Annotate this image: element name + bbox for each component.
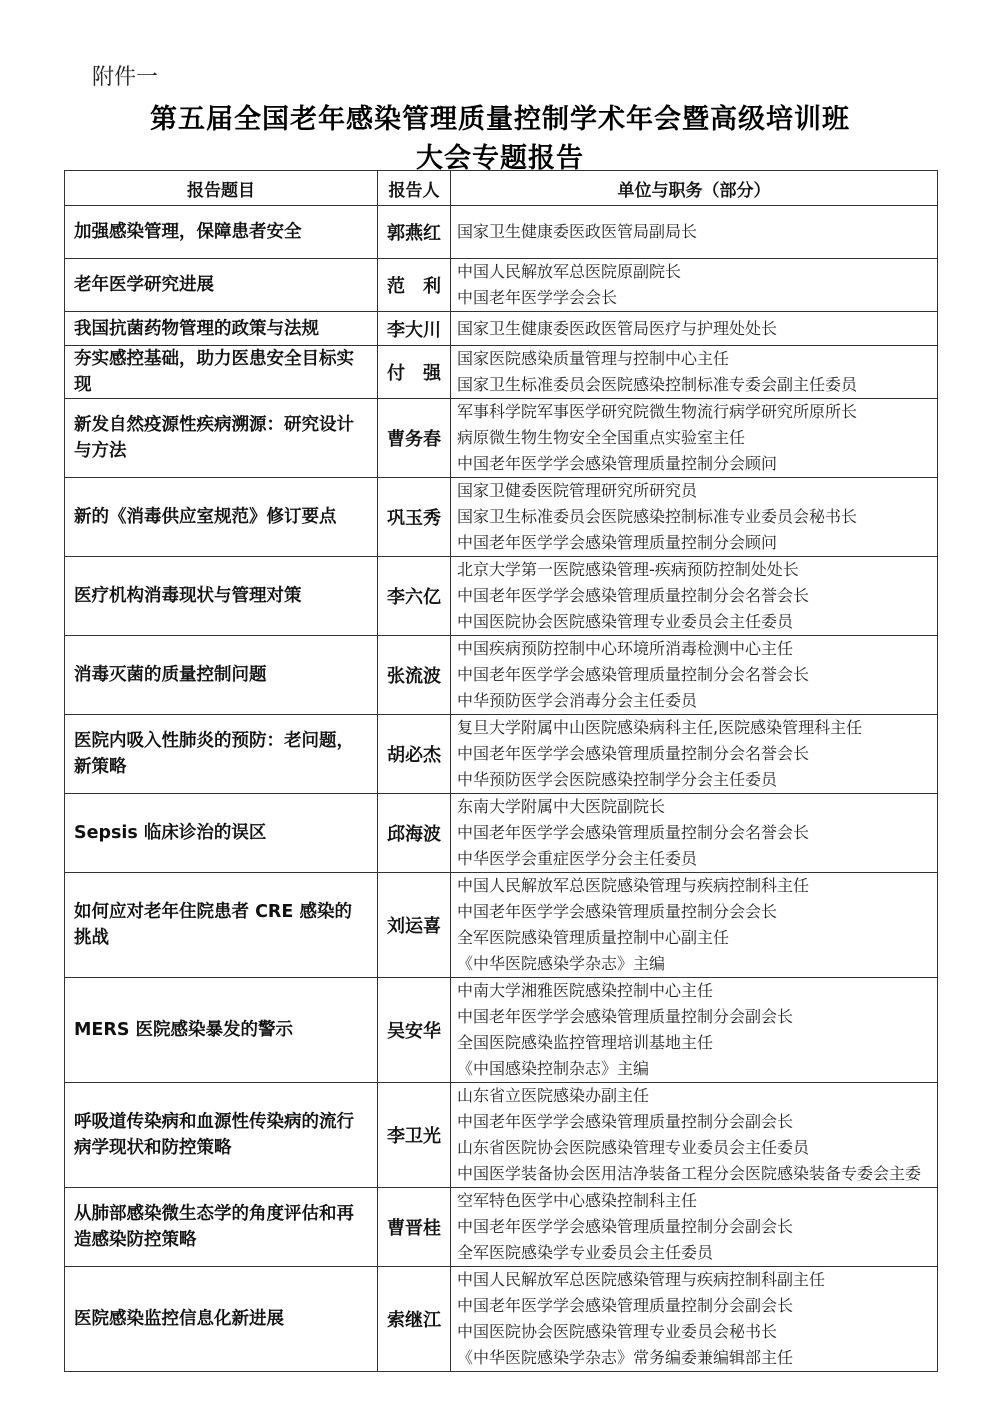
table-row xyxy=(65,1188,938,1267)
report-speaker: 李六亿 xyxy=(378,557,451,636)
report-topic: MERS 医院感染暴发的警示 xyxy=(65,978,378,1083)
affiliation-line: 中华预防医学会医院感染控制学分会主任委员 xyxy=(457,770,778,789)
report-table xyxy=(64,170,938,1372)
affiliation-line: 国家卫生健康委医政医管局医疗与护理处处长 xyxy=(457,318,778,338)
report-affiliation xyxy=(451,557,938,636)
report-topic: 新发自然疫源性疾病溯源：研究设计与方法 xyxy=(65,399,378,478)
table-row xyxy=(65,399,938,478)
report-affiliation xyxy=(451,715,938,794)
report-topic: 医院内吸入性肺炎的预防：老问题，新策略 xyxy=(65,715,378,794)
affiliation-line: 中华医学会重症医学分会主任委员 xyxy=(457,849,698,868)
affiliation-line: 中国人民解放军总医院感染管理与疾病控制科副主任 xyxy=(457,1270,826,1289)
affiliation-line: 空军特色医学中心感染控制科主任 xyxy=(457,1191,698,1210)
report-speaker: 李卫光 xyxy=(378,1083,451,1188)
affiliation-line: 国家卫生健康委医政医管局副局长 xyxy=(457,222,698,241)
report-speaker: 邱海波 xyxy=(378,794,451,873)
report-topic: 新的《消毒供应室规范》修订要点 xyxy=(65,478,378,557)
report-affiliation xyxy=(451,259,938,312)
report-topic: Sepsis 临床诊治的误区 xyxy=(65,794,378,873)
affiliation-line: 中国老年医学学会感染管理质量控制分会顾问 xyxy=(457,454,778,473)
affiliation-line: 中国老年医学学会会长 xyxy=(457,288,618,307)
affiliation-line: 军事科学院军事医学研究院微生物流行病学研究所原所长 xyxy=(457,402,858,421)
affiliation-line: 中国老年医学学会感染管理质量控制分会名誉会长 xyxy=(457,586,810,605)
report-speaker: 索继江 xyxy=(378,1267,451,1372)
report-topic: 加强感染管理，保障患者安全 xyxy=(65,206,378,259)
report-affiliation xyxy=(451,978,938,1083)
affiliation-line: 中国医学装备协会医用洁净装备工程分会医院感染装备专委会主委 xyxy=(457,1164,922,1183)
affiliation-line: 中国老年医学学会感染管理质量控制分会副会长 xyxy=(457,1296,794,1315)
affiliation-line: 东南大学附属中大医院副院长 xyxy=(457,797,666,816)
table-row xyxy=(65,206,938,259)
table-row xyxy=(65,794,938,873)
report-topic: 夯实感控基础，助力医患安全目标实现 xyxy=(65,346,378,399)
affiliation-line: 国家卫健委医院管理研究所研究员 xyxy=(457,481,698,500)
table-row xyxy=(65,557,938,636)
report-speaker: 范 利 xyxy=(378,259,451,312)
report-topic: 从肺部感染微生态学的角度评估和再造感染防控策略 xyxy=(65,1188,378,1267)
table-row xyxy=(65,978,938,1083)
column-header-org: 单位与职务（部分） xyxy=(451,171,938,206)
report-topic: 呼吸道传染病和血源性传染病的流行病学现状和防控策略 xyxy=(65,1083,378,1188)
report-speaker: 曹晋桂 xyxy=(378,1188,451,1267)
report-speaker: 曹务春 xyxy=(378,399,451,478)
page-subtitle: 大会专题报告 xyxy=(416,143,584,174)
report-affiliation xyxy=(451,1267,938,1372)
affiliation-line: 中国老年医学学会感染管理质量控制分会会长 xyxy=(457,902,778,921)
affiliation-line: 中国老年医学学会感染管理质量控制分会副会长 xyxy=(457,1112,794,1131)
affiliation-line: 国家卫生标准委员会医院感染控制标准专委会副主任委员 xyxy=(457,375,858,394)
report-affiliation xyxy=(451,636,938,715)
report-topic: 消毒灭菌的质量控制问题 xyxy=(65,636,378,715)
affiliation-line: 山东省立医院感染办副主任 xyxy=(457,1086,650,1105)
report-speaker: 付 强 xyxy=(378,346,451,399)
affiliation-line: 中国老年医学学会感染管理质量控制分会副会长 xyxy=(457,1007,794,1026)
affiliation-line: 复旦大学附属中山医院感染病科主任,医院感染管理科主任 xyxy=(457,718,863,737)
affiliation-line: 全军医院感染学专业委员会主任委员 xyxy=(457,1243,714,1262)
affiliation-line: 中国老年医学学会感染管理质量控制分会名誉会长 xyxy=(457,665,810,684)
affiliation-line: 《中华医院感染学杂志》常务编委兼编辑部主任 xyxy=(457,1348,794,1367)
report-topic: 医院感染监控信息化新进展 xyxy=(65,1267,378,1372)
table-row xyxy=(65,346,938,399)
report-affiliation xyxy=(451,1188,938,1267)
affiliation-line: 中国人民解放军总医院感染管理与疾病控制科主任 xyxy=(457,876,810,895)
affiliation-line: 北京大学第一医院感染管理-疾病预防控制处处长 xyxy=(457,560,799,579)
table-row xyxy=(65,1267,938,1372)
table-row xyxy=(65,873,938,978)
affiliation-line: 国家卫生标准委员会医院感染控制标准专业委员会秘书长 xyxy=(457,507,858,526)
affiliation-line: 中国疾病预防控制中心环境所消毒检测中心主任 xyxy=(457,639,794,658)
report-affiliation xyxy=(451,399,938,478)
report-speaker: 张流波 xyxy=(378,636,451,715)
affiliation-line: 山东省医院协会医院感染管理专业委员会主任委员 xyxy=(457,1138,810,1157)
report-affiliation xyxy=(451,206,938,259)
report-speaker: 吴安华 xyxy=(378,978,451,1083)
affiliation-line: 病原微生物生物安全全国重点实验室主任 xyxy=(457,428,746,447)
report-speaker: 巩玉秀 xyxy=(378,478,451,557)
report-speaker: 李大川 xyxy=(378,312,451,346)
report-affiliation xyxy=(451,312,938,346)
page-title: 第五届全国老年感染管理质量控制学术年会暨高级培训班 xyxy=(150,104,850,135)
report-topic: 我国抗菌药物管理的政策与法规 xyxy=(65,312,378,346)
attachment-label: 附件一 xyxy=(92,65,159,90)
report-affiliation xyxy=(451,873,938,978)
affiliation-line: 中国老年医学学会感染管理质量控制分会名誉会长 xyxy=(457,744,810,763)
report-speaker: 郭燕红 xyxy=(378,206,451,259)
table-header-row xyxy=(65,171,938,206)
affiliation-line: 中国医院协会医院感染管理专业委员会秘书长 xyxy=(457,1322,778,1341)
affiliation-line: 国家医院感染质量管理与控制中心主任 xyxy=(457,349,730,368)
affiliation-line: 全军医院感染管理质量控制中心副主任 xyxy=(457,928,730,947)
report-affiliation xyxy=(451,478,938,557)
affiliation-line: 中国老年医学学会感染管理质量控制分会副会长 xyxy=(457,1217,794,1236)
affiliation-line: 中华预防医学会消毒分会主任委员 xyxy=(457,691,698,710)
affiliation-line: 中国老年医学学会感染管理质量控制分会名誉会长 xyxy=(457,823,810,842)
report-topic: 老年医学研究进展 xyxy=(65,259,378,312)
table-row xyxy=(65,478,938,557)
report-affiliation xyxy=(451,346,938,399)
report-speaker: 胡必杰 xyxy=(378,715,451,794)
affiliation-line: 全国医院感染监控管理培训基地主任 xyxy=(457,1033,714,1052)
table-row xyxy=(65,636,938,715)
affiliation-line: 中国人民解放军总医院原副院长 xyxy=(457,262,682,281)
report-affiliation xyxy=(451,794,938,873)
table-row xyxy=(65,312,938,346)
affiliation-line: 《中国感染控制杂志》主编 xyxy=(457,1059,650,1078)
column-header-topic: 报告题目 xyxy=(65,171,378,206)
table-row xyxy=(65,1083,938,1188)
report-topic: 如何应对老年住院患者 CRE 感染的挑战 xyxy=(65,873,378,978)
affiliation-line: 中国医院协会医院感染管理专业委员会主任委员 xyxy=(457,612,794,631)
affiliation-line: 中南大学湘雅医院感染控制中心主任 xyxy=(457,981,714,1000)
report-speaker: 刘运喜 xyxy=(378,873,451,978)
table-body xyxy=(65,206,938,1372)
report-topic: 医疗机构消毒现状与管理对策 xyxy=(65,557,378,636)
table-row xyxy=(65,259,938,312)
table-row xyxy=(65,715,938,794)
affiliation-line: 《中华医院感染学杂志》主编 xyxy=(457,954,666,973)
affiliation-line: 中国老年医学学会感染管理质量控制分会顾问 xyxy=(457,533,778,552)
column-header-speaker: 报告人 xyxy=(378,171,451,206)
report-affiliation xyxy=(451,1083,938,1188)
